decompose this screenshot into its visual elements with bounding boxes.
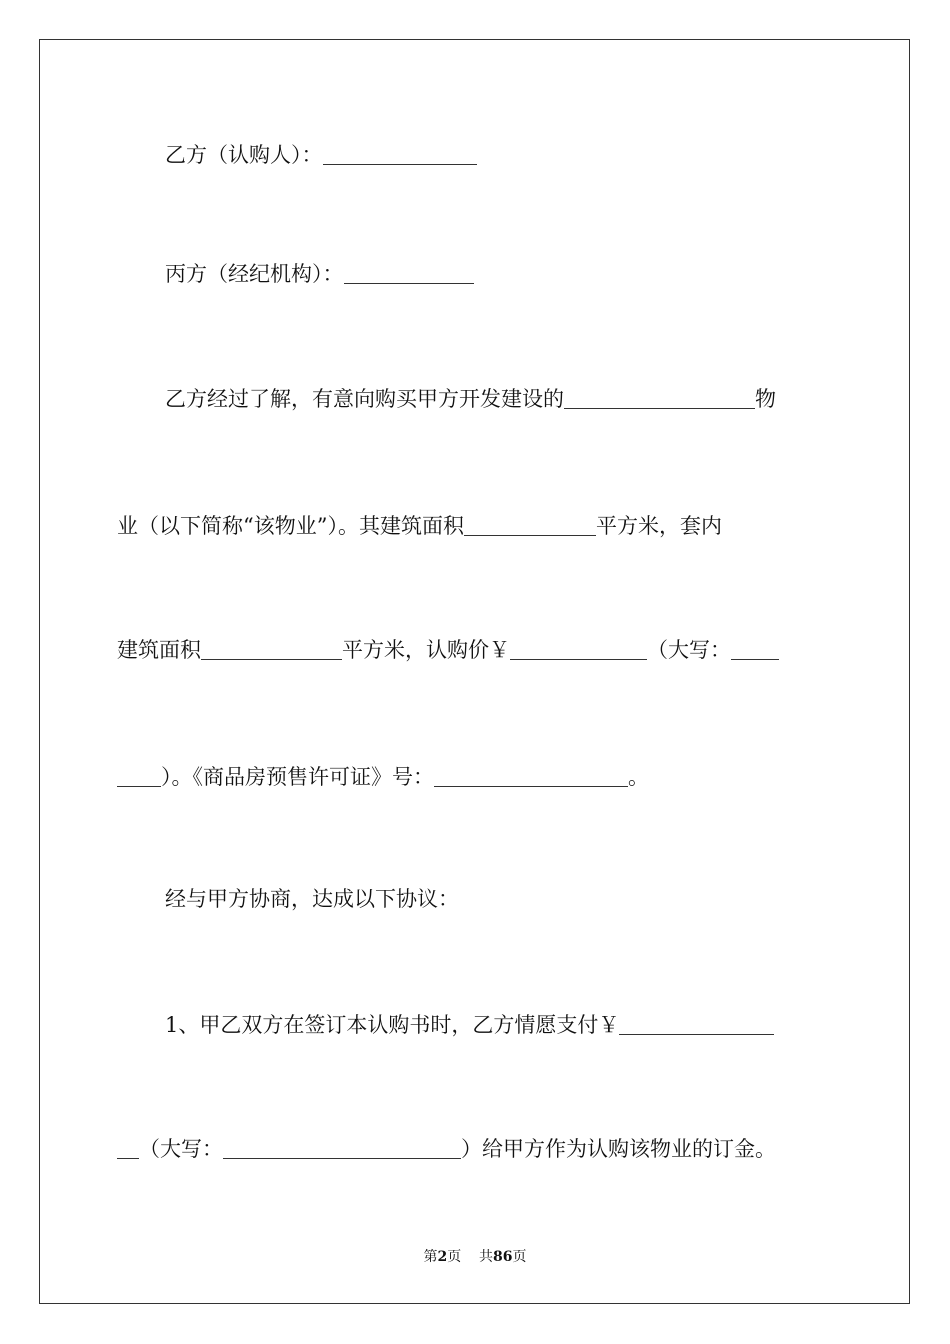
capital-blank-start[interactable] [731,639,779,660]
intro-line-3 [117,635,837,665]
party-b-line [165,140,885,170]
clause-1-text-end: ）给甲方作为认购该物业的订金。 [461,1137,776,1161]
deposit-capital-blank[interactable] [223,1138,461,1159]
capital-blank-end[interactable] [117,766,161,787]
license-blank[interactable] [434,766,628,787]
party-b-blank[interactable] [323,144,477,165]
page-footer [0,1246,950,1266]
license-end: 。 [628,765,649,789]
capital-label: （大写： [647,638,731,662]
license-label: ）。《商品房预售许可证》号： [161,765,434,789]
party-b-label: 乙方（认购人）： [165,143,323,167]
party-c-blank[interactable] [344,263,474,284]
total-pages: 86 [493,1249,513,1265]
intro-line-4 [117,762,837,792]
page-border [39,39,910,1304]
price-blank[interactable] [510,639,647,660]
deposit-capital-label: （大写： [139,1137,223,1161]
page-suffix: 页 [447,1249,462,1265]
intro-text-2: 业（以下简称“该物业”）。其建筑面积 [117,514,464,538]
total-prefix: 共 [479,1249,494,1265]
building-area-blank[interactable] [464,515,596,536]
page-prefix: 第 [423,1249,438,1265]
deposit-blank-end[interactable] [117,1138,139,1159]
clause-1-line-1 [165,1010,885,1040]
inner-area-blank[interactable] [201,639,342,660]
clause-1-text: 1、甲乙双方在签订本认购书时，乙方情愿支付￥ [165,1013,620,1037]
agreement-text: 经与甲方协商，达成以下协议： [165,887,459,911]
deposit-blank[interactable] [619,1014,774,1035]
intro-line-2 [117,511,837,541]
party-c-label: 丙方（经纪机构）： [165,262,344,286]
intro-text-3: 建筑面积 [117,638,201,662]
intro-text-2-end: 平方米，套内 [595,514,722,538]
agreement-line [165,884,885,914]
clause-1-line-2 [117,1134,837,1164]
intro-line-1 [165,384,885,414]
party-c-line [165,259,885,289]
intro-text-1: 乙方经过了解，有意向购买甲方开发建设的 [165,387,564,411]
intro-text-1-end: 物 [755,387,776,411]
price-label: 平方米，认购价￥ [342,638,510,662]
total-suffix: 页 [512,1249,527,1265]
property-blank[interactable] [564,388,755,409]
page-number: 2 [437,1249,448,1265]
